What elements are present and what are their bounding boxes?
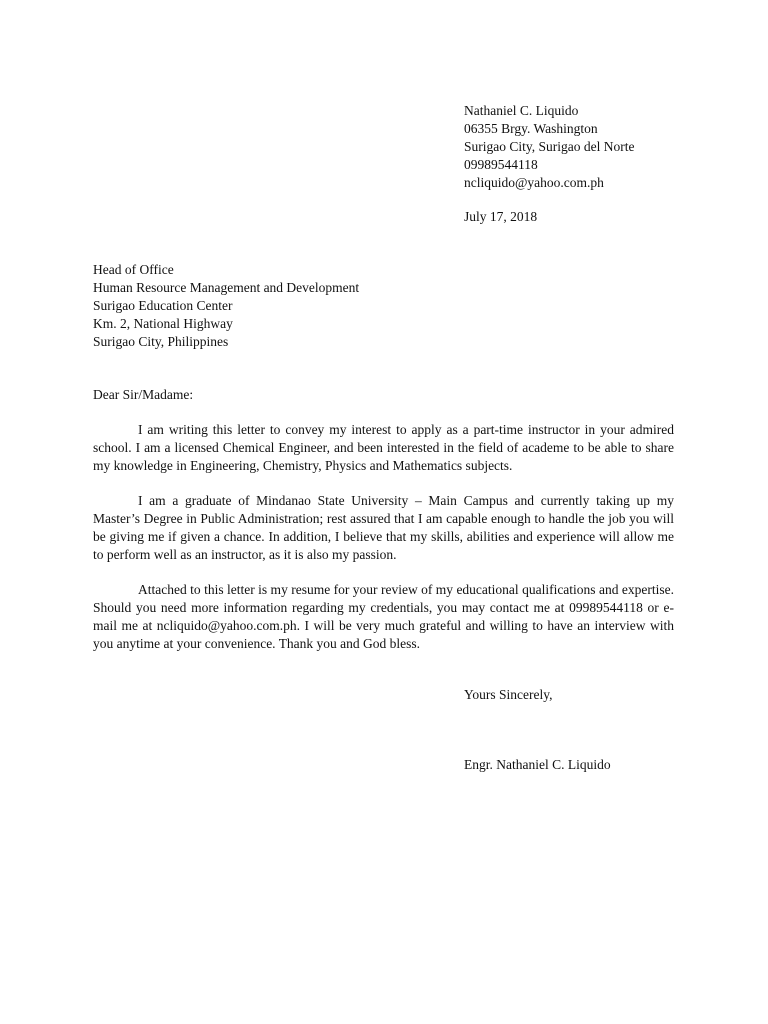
- letter-body: [93, 421, 674, 670]
- sender-name: Nathaniel C. Liquido: [464, 103, 579, 118]
- body-paragraph: I am a graduate of Mindanao State University – Main Campus and currently taking up my Master’s Degree in Public Administration; rest assured that I am capable enough to handle the job you will be giving me if given a chance. In addition, I believe that my skills, abilities and experience will allow me to perform well as an instructor, as it is also my passion.: [93, 493, 674, 562]
- body-paragraph: Attached to this letter is my resume for your review of my educational qualifications and expertise. Should you need more information regarding my credentials, you may contact me at 09989544118 or e-mail me at ncliquido@yahoo.com.ph. I will be very much grateful and willing to have an interview with you anytime at your convenience. Thank you and God bless.: [93, 582, 674, 651]
- letter-date: July 17, 2018: [464, 209, 538, 224]
- sender-address-block: [464, 102, 744, 192]
- sender-city: Surigao City, Surigao del Norte: [464, 139, 635, 154]
- closing: Yours Sincerely,: [464, 687, 553, 702]
- sender-street: 06355 Brgy. Washington: [464, 121, 598, 136]
- recipient-line: Head of Office: [93, 262, 174, 277]
- recipient-line: Surigao Education Center: [93, 298, 233, 313]
- signature-name: Engr. Nathaniel C. Liquido: [464, 757, 611, 772]
- sender-email: ncliquido@yahoo.com.ph: [464, 175, 604, 190]
- sender-phone: 09989544118: [464, 157, 538, 172]
- body-paragraph: I am writing this letter to convey my interest to apply as a part-time instructor in your admired school. I am a licensed Chemical Engineer, and been interested in the field of academe to be able to share my knowledge in Engineering, Chemistry, Physics and Mathematics subjects.: [93, 422, 674, 473]
- recipient-line: Surigao City, Philippines: [93, 334, 229, 349]
- recipient-address-block: [93, 261, 359, 351]
- salutation: Dear Sir/Madame:: [93, 387, 194, 402]
- recipient-line: Human Resource Management and Development: [93, 280, 360, 295]
- recipient-line: Km. 2, National Highway: [93, 316, 233, 331]
